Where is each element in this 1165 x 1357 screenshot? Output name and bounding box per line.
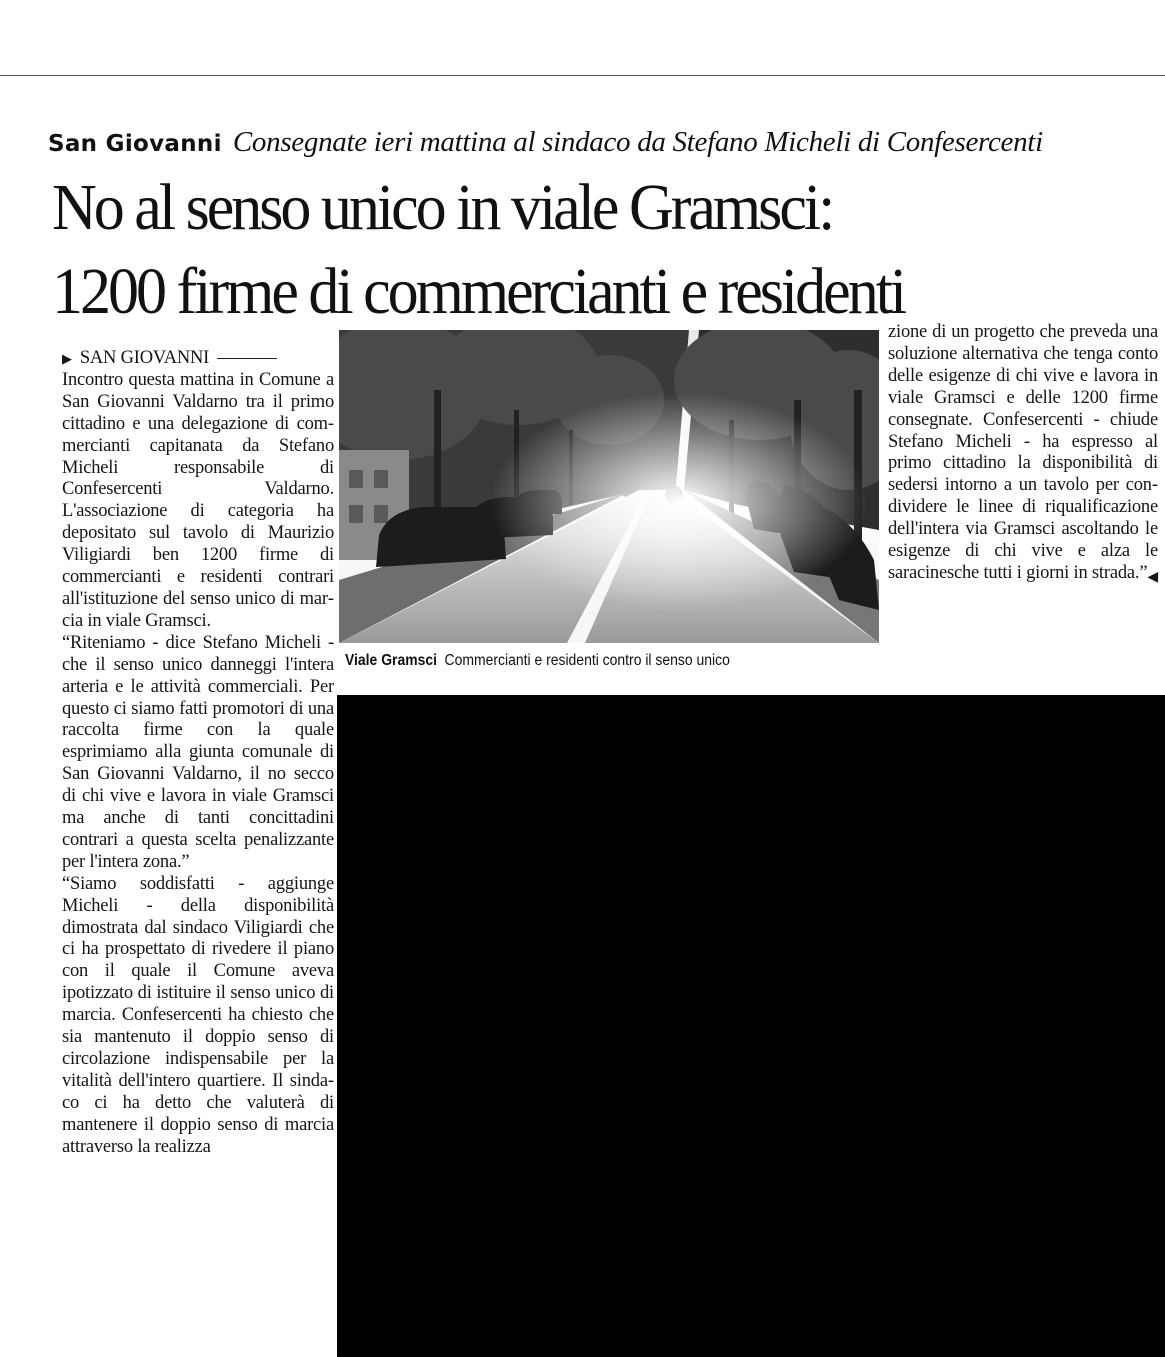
dateline-text: SAN GIOVANNI	[79, 348, 210, 368]
article-column-3	[888, 322, 1158, 589]
kicker-place: San Giovanni	[48, 131, 222, 157]
headline	[52, 166, 904, 334]
article-paragraph-3: “Siamo soddisfatti - aggiunge Micheli - della disponibilità dimostrata dal sindaco Viligiardi che ci ha prospettato di rivedere il piano con il quale il Comune aveva ipotizzato di istituire il senso unico di marcia. Confesercenti ha chiesto che sia mantenuto il doppio senso di circolazione indispensabile per la vitalità dell'intero quartiere. Il sindaco ci ha detto che valuterà di mantenere il doppio senso di marcia attraverso la realizza	[62, 873, 334, 1157]
caption-text: Commercianti e residenti contro il senso unico	[444, 652, 730, 669]
caption-head: Viale Gramsci	[345, 652, 438, 669]
article-column-1	[62, 348, 334, 1159]
street-photo-image	[339, 330, 879, 643]
photo-caption	[345, 652, 730, 670]
top-rule	[0, 75, 1165, 76]
headline-line-1: No al senso unico in viale Gramsci:	[52, 171, 833, 244]
continuation-text: zione di un progetto che preveda una soluzione alternativa che tenga conto delle esigenze di chi vive e lavora in viale Gramsci e delle 1200 firme consegnate. Confesercenti - chiude Stefano Micheli - ha espresso al primo cittadino la disponibilità di sedersi intorno a un tavolo per condividere le linee di riqualificazione dell'intera via Gramsci ascoltando le esigenze di chi vive e alza le saracinesche tutti i giorni in strada.”	[888, 322, 1158, 583]
headline-line-2: 1200 firme di commercianti e residenti	[52, 255, 905, 328]
redacted-area	[337, 695, 1165, 1357]
article-paragraph-2: “Riteniamo - dice Stefano Micheli - che il senso unico danneggi l'intera arteria e le attività commerciali. Per questo ci siamo fatti promotori di una raccolta firme con la quale esprimiamo alla giunta comunale di San Giovanni Valdarno, il no secco di chi vive e lavora in viale Gramsci ma anche di tanti concittadini contrari a questa scelta penalizzante per l'intera zona.”	[62, 632, 334, 872]
dateline	[62, 348, 334, 370]
kicker-subtitle: Consegnate ieri mattina al sindaco da Stefano Micheli di Confesercenti	[232, 126, 1043, 158]
kicker	[48, 122, 1043, 166]
article-paragraph-1: Incontro questa mattina in Comune a San Giovanni Valdarno tra il primo cittadino e una delegazione di commercianti capitanata da Stefano Micheli responsabile di Confesercenti Valdarno. L'associazione di categoria ha depositato sul tavolo di Maurizio Viligiardi ben 1200 firme di commercianti e residenti contrari all'istituzione del senso unico di marcia in viale Gramsci.	[62, 369, 334, 631]
end-triangle-icon: ◀	[1147, 569, 1158, 585]
street-photo	[339, 330, 879, 643]
play-triangle-icon: ▶	[62, 351, 72, 366]
dateline-rule	[217, 358, 277, 359]
article-continuation	[888, 322, 1158, 585]
